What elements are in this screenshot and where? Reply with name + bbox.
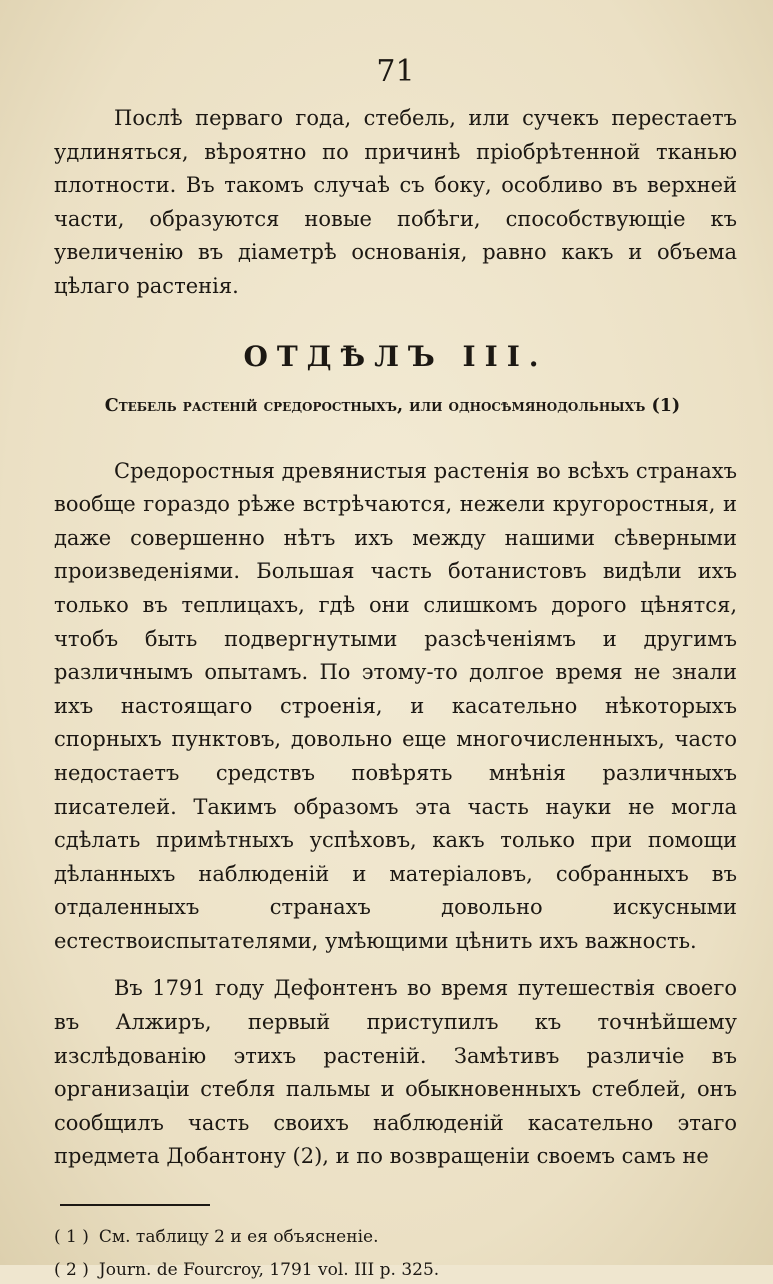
footnote-separator	[60, 1204, 210, 1206]
footnote-2-mark: ( 2 )	[54, 1260, 89, 1281]
footnote-2-text: Journ. de Fourcroy, 1791 vol. III p. 325.	[98, 1260, 440, 1281]
section-heading: ОТДѢЛЪ III.	[243, 339, 548, 373]
footnote-1-text: См. таблицу 2 и ея объясненіе.	[98, 1227, 379, 1248]
paragraph-2: Средоростныя древянистыя растенія во всѣхъ странахъ вообще гораздо рѣже встрѣчаются, нежели кругоростныя, и даже совершенно нѣтъ ихъ между нашими сѣверными произведеніями. Большая часть ботанистовъ видѣли ихъ только въ теплицахъ, гдѣ они слишкомъ дорого цѣнятся, чтобъ быть подвергнутыми разсѣченіямъ и другимъ различнымъ опытамъ. По этому-то долгое время не знали ихъ настоящаго строенія, и касательно нѣкоторыхъ спорныхъ пунктовъ, довольно еще многочисленныхъ, часто недостаетъ средствъ повѣрять мнѣнія различныхъ писателей. Такимъ образомъ эта часть науки не могла сдѣлать примѣтныхъ успѣховъ, какъ только при помощи дѣланныхъ наблюденій и матеріаловъ, собранныхъ въ отдаленныхъ странахъ довольно искусными естествоиспытателями, умѣющими цѣнить ихъ важность.	[54, 458, 737, 953]
paragraph-gap	[54, 958, 737, 972]
footnote-2	[54, 1257, 737, 1284]
paragraph-3: Въ 1791 году Дефонтенъ во время путешествія своего въ Алжиръ, первый приступилъ къ точнѣйшему изслѣдованію этихъ растеній. Замѣтивъ различіе въ организаціи стебля пальмы и обыкновенныхъ стеблей, онъ сообщилъ часть своихъ наблюденій касательно этаго предмета Добантону (2), и по возвращеніи своемъ самъ не	[54, 976, 737, 1169]
footnote-1-mark: ( 1 )	[54, 1227, 89, 1248]
section-subtitle: Стебель растеній средоростныхъ, или односѣмянодольныхъ (1)	[104, 395, 681, 416]
paragraph-1: Послѣ перваго года, стебель, или сучекъ перестаетъ удлиняться, вѣроятно по причинѣ пріобрѣтенной тканью плотности. Въ такомъ случаѣ съ боку, особливо въ верхней части, образуются новые побѣги, способствующіе къ увеличенію въ діаметрѣ основанія, равно какъ и объема цѣлаго растенія.	[54, 106, 737, 298]
footnote-1	[54, 1224, 737, 1251]
page-number: 71	[376, 54, 415, 89]
